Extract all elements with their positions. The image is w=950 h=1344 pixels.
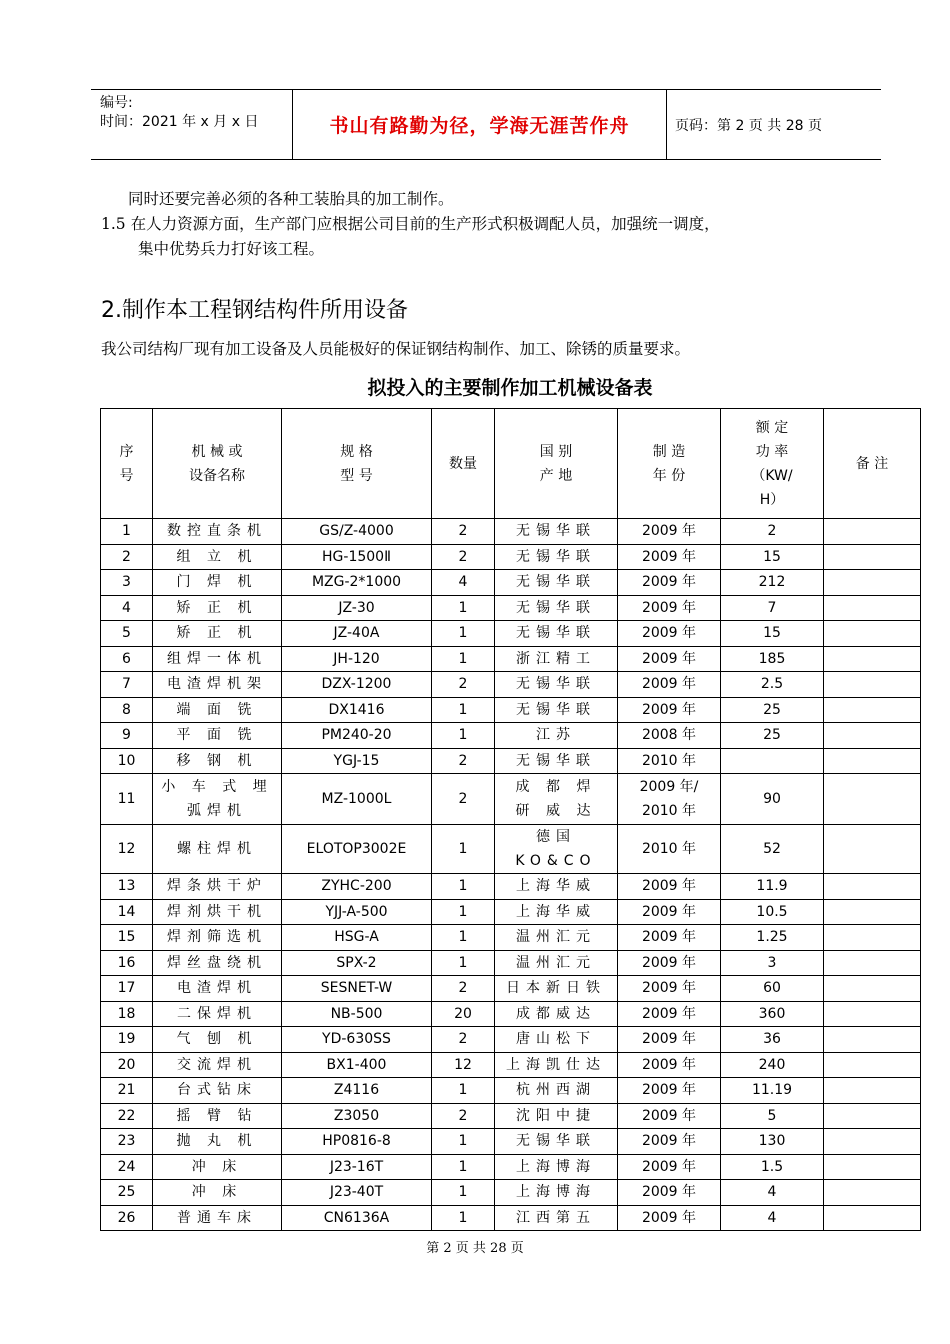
table-row <box>101 544 921 570</box>
table-row <box>101 519 921 545</box>
cell-no: 1 <box>101 519 153 545</box>
cell-name: 气 刨 机 <box>153 1027 282 1053</box>
cell-remark <box>824 646 921 672</box>
cell-model: JZ-30 <box>282 595 432 621</box>
cell-no: 6 <box>101 646 153 672</box>
cell-model: YJJ-A-500 <box>282 899 432 925</box>
cell-origin: 无锡华联 <box>495 748 618 774</box>
cell-year: 2009 年 <box>618 976 721 1002</box>
cell-power: 130 <box>721 1129 824 1155</box>
cell-name: 冲 床 <box>153 1180 282 1206</box>
cell-origin: 无锡华联 <box>495 519 618 545</box>
cell-no: 7 <box>101 672 153 698</box>
cell-qty: 12 <box>432 1052 495 1078</box>
cell-model: BX1-400 <box>282 1052 432 1078</box>
cell-model: JH-120 <box>282 646 432 672</box>
cell-qty: 2 <box>432 672 495 698</box>
cell-model: Z4116 <box>282 1078 432 1104</box>
cell-name: 焊丝盘绕机 <box>153 950 282 976</box>
cell-model: DZX-1200 <box>282 672 432 698</box>
cell-qty: 1 <box>432 1129 495 1155</box>
cell-name: 焊条烘干炉 <box>153 874 282 900</box>
section-heading: 2.制作本工程钢结构件所用设备 <box>101 298 408 323</box>
table-row <box>101 1180 921 1206</box>
cell-power: 36 <box>721 1027 824 1053</box>
table-row <box>101 723 921 749</box>
cell-no: 12 <box>101 825 153 874</box>
table-row <box>101 646 921 672</box>
cell-origin: 唐山松下 <box>495 1027 618 1053</box>
cell-name: 移 钢 机 <box>153 748 282 774</box>
table-row <box>101 595 921 621</box>
cell-name: 端 面 铣 <box>153 697 282 723</box>
cell-no: 9 <box>101 723 153 749</box>
cell-year: 2009 年 <box>618 595 721 621</box>
cell-remark <box>824 899 921 925</box>
cell-qty: 1 <box>432 1180 495 1206</box>
cell-no: 19 <box>101 1027 153 1053</box>
cell-no: 16 <box>101 950 153 976</box>
cell-name: 小 车 式 埋 弧焊机 <box>153 774 282 825</box>
cell-power: 1.5 <box>721 1154 824 1180</box>
cell-qty: 1 <box>432 899 495 925</box>
cell-name: 数控直条机 <box>153 519 282 545</box>
cell-no: 4 <box>101 595 153 621</box>
cell-name: 抛 丸 机 <box>153 1129 282 1155</box>
cell-origin: 浙江精工 <box>495 646 618 672</box>
cell-no: 14 <box>101 899 153 925</box>
cell-year: 2009 年 <box>618 646 721 672</box>
cell-year: 2009 年 <box>618 1129 721 1155</box>
cell-year: 2009 年 <box>618 874 721 900</box>
cell-power: 3 <box>721 950 824 976</box>
cell-model: GS/Z-4000 <box>282 519 432 545</box>
cell-power: 11.19 <box>721 1078 824 1104</box>
cell-qty: 1 <box>432 595 495 621</box>
cell-origin: 日本新日铁 <box>495 976 618 1002</box>
cell-name: 冲 床 <box>153 1154 282 1180</box>
cell-remark <box>824 621 921 647</box>
header-name: 机 械 或 设备名称 <box>153 409 282 519</box>
cell-model: ZYHC-200 <box>282 874 432 900</box>
cell-origin: 成 都 焊 研 威 达 <box>495 774 618 825</box>
cell-model: PM240-20 <box>282 723 432 749</box>
cell-origin: 上海华威 <box>495 899 618 925</box>
cell-origin: 德国 KO&CO <box>495 825 618 874</box>
cell-origin: 温州汇元 <box>495 925 618 951</box>
cell-no: 15 <box>101 925 153 951</box>
table-row <box>101 1052 921 1078</box>
cell-year: 2009 年 <box>618 1001 721 1027</box>
cell-power: 15 <box>721 544 824 570</box>
cell-power: 25 <box>721 697 824 723</box>
cell-name: 普通车床 <box>153 1205 282 1231</box>
cell-model: SPX-2 <box>282 950 432 976</box>
time-label: 时间：2021 年 x 月 x 日 <box>100 114 259 130</box>
cell-model: MZ-1000L <box>282 774 432 825</box>
header-model: 规 格 型 号 <box>282 409 432 519</box>
table-row <box>101 621 921 647</box>
table-row <box>101 570 921 596</box>
cell-remark <box>824 1205 921 1231</box>
cell-origin: 无锡华联 <box>495 570 618 596</box>
cell-qty: 1 <box>432 950 495 976</box>
cell-name: 螺柱焊机 <box>153 825 282 874</box>
cell-model: YGJ-15 <box>282 748 432 774</box>
table-row <box>101 976 921 1002</box>
cell-no: 8 <box>101 697 153 723</box>
table-header-row <box>101 409 921 519</box>
cell-no: 13 <box>101 874 153 900</box>
cell-origin: 江西第五 <box>495 1205 618 1231</box>
cell-origin: 上海华威 <box>495 874 618 900</box>
header-remark: 备 注 <box>824 409 921 519</box>
cell-qty: 2 <box>432 748 495 774</box>
cell-name: 台式钻床 <box>153 1078 282 1104</box>
cell-year: 2009 年 <box>618 1180 721 1206</box>
cell-origin: 无锡华联 <box>495 595 618 621</box>
cell-no: 5 <box>101 621 153 647</box>
cell-remark <box>824 748 921 774</box>
cell-origin: 温州汇元 <box>495 950 618 976</box>
cell-power: 25 <box>721 723 824 749</box>
cell-model: ELOTOP3002E <box>282 825 432 874</box>
document-header <box>91 89 881 160</box>
cell-model: HP0816-8 <box>282 1129 432 1155</box>
cell-year: 2009 年 <box>618 570 721 596</box>
cell-year: 2009 年 <box>618 672 721 698</box>
cell-year: 2010 年 <box>618 825 721 874</box>
cell-name: 平 面 铣 <box>153 723 282 749</box>
cell-no: 24 <box>101 1154 153 1180</box>
header-year: 制 造 年 份 <box>618 409 721 519</box>
cell-remark <box>824 1129 921 1155</box>
cell-year: 2009 年 <box>618 1052 721 1078</box>
cell-power <box>721 748 824 774</box>
cell-qty: 1 <box>432 723 495 749</box>
cell-name: 组 立 机 <box>153 544 282 570</box>
cell-power: 10.5 <box>721 899 824 925</box>
cell-power: 2.5 <box>721 672 824 698</box>
cell-year: 2009 年 <box>618 544 721 570</box>
table-row <box>101 672 921 698</box>
table-row <box>101 925 921 951</box>
cell-power: 5 <box>721 1103 824 1129</box>
table-row <box>101 950 921 976</box>
cell-qty: 1 <box>432 825 495 874</box>
cell-origin: 无锡华联 <box>495 697 618 723</box>
cell-remark <box>824 570 921 596</box>
cell-name: 矫 正 机 <box>153 595 282 621</box>
cell-no: 3 <box>101 570 153 596</box>
cell-year: 2009 年 <box>618 1154 721 1180</box>
cell-no: 11 <box>101 774 153 825</box>
cell-origin: 无锡华联 <box>495 1129 618 1155</box>
cell-origin: 江苏 <box>495 723 618 749</box>
page-footer: 第 2 页 共 28 页 <box>426 1241 524 1256</box>
cell-no: 2 <box>101 544 153 570</box>
cell-remark <box>824 976 921 1002</box>
cell-qty: 4 <box>432 570 495 596</box>
cell-remark <box>824 723 921 749</box>
cell-remark <box>824 697 921 723</box>
header-meta <box>100 94 258 132</box>
cell-remark <box>824 595 921 621</box>
cell-remark <box>824 950 921 976</box>
cell-qty: 2 <box>432 774 495 825</box>
cell-remark <box>824 1078 921 1104</box>
cell-origin: 无锡华联 <box>495 672 618 698</box>
cell-year: 2009 年 <box>618 925 721 951</box>
table-row <box>101 774 921 825</box>
cell-year: 2009 年 <box>618 1027 721 1053</box>
cell-year: 2009 年 <box>618 697 721 723</box>
table-title: 拟投入的主要制作加工机械设备表 <box>367 377 653 399</box>
cell-qty: 2 <box>432 1027 495 1053</box>
cell-year: 2009 年 <box>618 899 721 925</box>
header-page-info: 页码：第 2 页 共 28 页 <box>675 117 822 134</box>
cell-year: 2009 年 <box>618 1078 721 1104</box>
cell-remark <box>824 1001 921 1027</box>
cell-model: YD-630SS <box>282 1027 432 1053</box>
cell-power: 7 <box>721 595 824 621</box>
cell-year: 2009 年/ 2010 年 <box>618 774 721 825</box>
cell-model: J23-16T <box>282 1154 432 1180</box>
cell-year: 2009 年 <box>618 1103 721 1129</box>
cell-remark <box>824 874 921 900</box>
paragraph-tooling: 同时还要完善必须的各种工装胎具的加工制作。 <box>128 190 454 208</box>
serial-label: 编号: <box>100 95 133 111</box>
cell-power: 15 <box>721 621 824 647</box>
header-origin: 国 别 产 地 <box>495 409 618 519</box>
cell-origin: 无锡华联 <box>495 621 618 647</box>
cell-power: 240 <box>721 1052 824 1078</box>
cell-qty: 1 <box>432 1205 495 1231</box>
cell-origin: 无锡华联 <box>495 544 618 570</box>
table-row <box>101 1154 921 1180</box>
cell-year: 2009 年 <box>618 1205 721 1231</box>
cell-no: 17 <box>101 976 153 1002</box>
cell-remark <box>824 519 921 545</box>
paragraph-hr-line2: 集中优势兵力打好该工程。 <box>138 240 325 258</box>
cell-model: SESNET-W <box>282 976 432 1002</box>
cell-name: 二保焊机 <box>153 1001 282 1027</box>
table-row <box>101 825 921 874</box>
cell-qty: 1 <box>432 874 495 900</box>
cell-power: 185 <box>721 646 824 672</box>
cell-name: 焊剂筛选机 <box>153 925 282 951</box>
cell-model: JZ-40A <box>282 621 432 647</box>
cell-name: 电渣焊机架 <box>153 672 282 698</box>
cell-power: 360 <box>721 1001 824 1027</box>
cell-model: NB-500 <box>282 1001 432 1027</box>
cell-power: 1.25 <box>721 925 824 951</box>
cell-name: 矫 正 机 <box>153 621 282 647</box>
cell-remark <box>824 774 921 825</box>
section-intro: 我公司结构厂现有加工设备及人员能极好的保证钢结构制作、加工、除锈的质量要求。 <box>101 340 691 358</box>
cell-name: 焊剂烘干机 <box>153 899 282 925</box>
cell-no: 10 <box>101 748 153 774</box>
cell-no: 22 <box>101 1103 153 1129</box>
cell-name: 门 焊 机 <box>153 570 282 596</box>
cell-qty: 1 <box>432 1078 495 1104</box>
table-row <box>101 1001 921 1027</box>
cell-year: 2010 年 <box>618 748 721 774</box>
cell-power: 2 <box>721 519 824 545</box>
header-qty: 数量 <box>432 409 495 519</box>
table-row <box>101 748 921 774</box>
equipment-table <box>100 408 921 1231</box>
paragraph-hr-line1: 1.5 在人力资源方面，生产部门应根据公司目前的生产形式积极调配人员，加强统一调度， <box>101 215 720 233</box>
table-row <box>101 1103 921 1129</box>
cell-power: 4 <box>721 1180 824 1206</box>
cell-qty: 1 <box>432 925 495 951</box>
table-row <box>101 1027 921 1053</box>
cell-no: 18 <box>101 1001 153 1027</box>
cell-model: MZG-2*1000 <box>282 570 432 596</box>
cell-year: 2009 年 <box>618 621 721 647</box>
cell-power: 60 <box>721 976 824 1002</box>
cell-power: 90 <box>721 774 824 825</box>
cell-name: 摇 臂 钻 <box>153 1103 282 1129</box>
cell-remark <box>824 825 921 874</box>
cell-origin: 杭州西湖 <box>495 1078 618 1104</box>
cell-remark <box>824 1154 921 1180</box>
cell-qty: 1 <box>432 621 495 647</box>
cell-qty: 2 <box>432 1103 495 1129</box>
cell-model: HG-1500Ⅱ <box>282 544 432 570</box>
table-row <box>101 697 921 723</box>
table-row <box>101 899 921 925</box>
cell-power: 52 <box>721 825 824 874</box>
cell-remark <box>824 672 921 698</box>
cell-no: 26 <box>101 1205 153 1231</box>
cell-year: 2009 年 <box>618 950 721 976</box>
header-seq: 序 号 <box>101 409 153 519</box>
cell-no: 20 <box>101 1052 153 1078</box>
table-row <box>101 1078 921 1104</box>
cell-year: 2009 年 <box>618 519 721 545</box>
cell-model: Z3050 <box>282 1103 432 1129</box>
header-motto: 书山有路勤为径，学海无涯苦作舟 <box>329 115 630 137</box>
cell-qty: 2 <box>432 519 495 545</box>
cell-qty: 2 <box>432 976 495 1002</box>
cell-qty: 1 <box>432 697 495 723</box>
cell-remark <box>824 925 921 951</box>
cell-no: 25 <box>101 1180 153 1206</box>
cell-qty: 1 <box>432 646 495 672</box>
header-power: 额 定 功 率 （KW/ H） <box>721 409 824 519</box>
cell-remark <box>824 1180 921 1206</box>
cell-remark <box>824 544 921 570</box>
cell-remark <box>824 1103 921 1129</box>
table-row <box>101 874 921 900</box>
cell-power: 4 <box>721 1205 824 1231</box>
cell-qty: 20 <box>432 1001 495 1027</box>
cell-origin: 上海博海 <box>495 1154 618 1180</box>
cell-qty: 1 <box>432 1154 495 1180</box>
cell-model: CN6136A <box>282 1205 432 1231</box>
cell-name: 电渣焊机 <box>153 976 282 1002</box>
cell-year: 2008 年 <box>618 723 721 749</box>
cell-qty: 2 <box>432 544 495 570</box>
cell-power: 212 <box>721 570 824 596</box>
cell-model: J23-40T <box>282 1180 432 1206</box>
cell-no: 23 <box>101 1129 153 1155</box>
cell-remark <box>824 1052 921 1078</box>
cell-power: 11.9 <box>721 874 824 900</box>
table-row <box>101 1205 921 1231</box>
cell-name: 交流焊机 <box>153 1052 282 1078</box>
cell-model: DX1416 <box>282 697 432 723</box>
cell-origin: 上海博海 <box>495 1180 618 1206</box>
cell-origin: 成都威达 <box>495 1001 618 1027</box>
cell-model: HSG-A <box>282 925 432 951</box>
cell-name: 组焊一体机 <box>153 646 282 672</box>
cell-origin: 沈阳中捷 <box>495 1103 618 1129</box>
cell-no: 21 <box>101 1078 153 1104</box>
cell-remark <box>824 1027 921 1053</box>
table-row <box>101 1129 921 1155</box>
cell-origin: 上海凯仕达 <box>495 1052 618 1078</box>
